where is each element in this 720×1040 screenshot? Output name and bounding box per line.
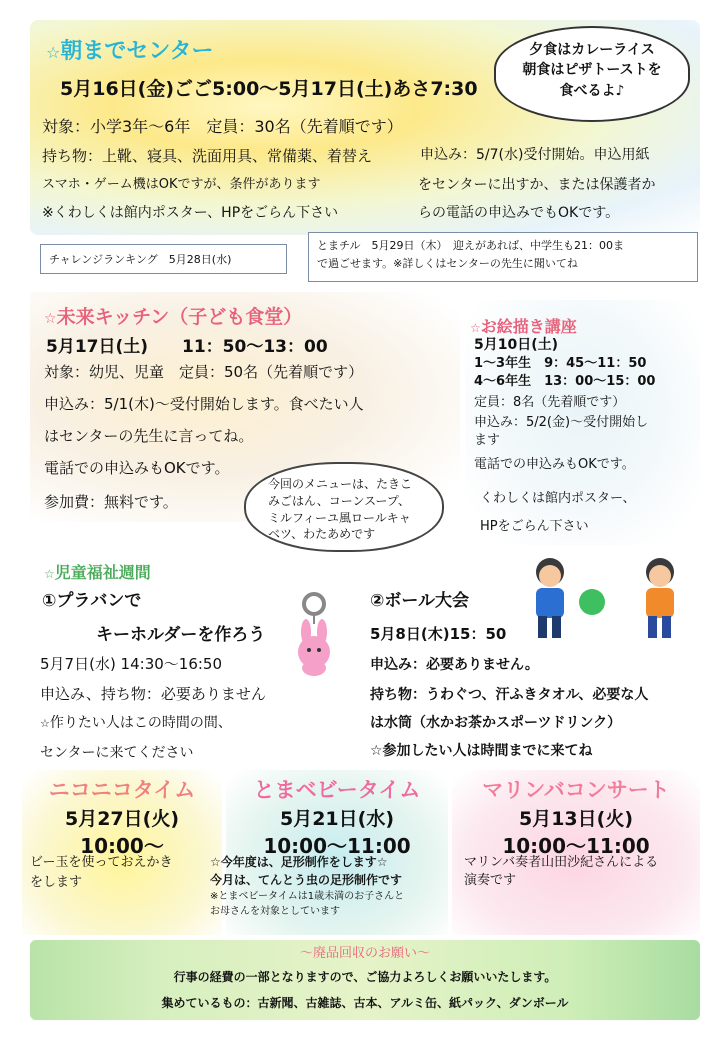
plaban-apply: 申込み、持ち物：必要ありません bbox=[40, 685, 266, 703]
recycle-line-2: 集めているもの：古新聞、古雑誌、古本、アルミ缶、紙パック、ダンボール bbox=[161, 996, 569, 1010]
baby-desc-2: 今月は、てんとう虫の足形制作です bbox=[210, 873, 403, 887]
baby-desc-3: ※とまベビータイムは1歳未満のお子さんと bbox=[210, 891, 405, 902]
baby-desc-1: ☆今年度は、足形制作をします☆ bbox=[210, 855, 388, 869]
tomachiru-line-2: で過ごせます。※詳しくはセンターの先生に聞いてね bbox=[317, 256, 578, 270]
niko-date: 5月27日(火) bbox=[64, 808, 180, 830]
asa-made-smartphone: スマホ・ゲーム機はOKですが、条件があります bbox=[42, 177, 321, 192]
oekaki-apply-1: 申込み：5/2(金)〜受付開始し bbox=[474, 415, 649, 430]
plaban-title-2: キーホルダーを作ろう bbox=[96, 625, 266, 645]
oekaki-apply-2: ます bbox=[474, 433, 501, 448]
marimba-date: 5月13日(火) bbox=[518, 808, 634, 830]
star-icon: ☆ bbox=[470, 321, 481, 335]
menu-line-3: ミルフィーユ風ロールキャ bbox=[268, 510, 411, 525]
challenge-ranking-text: チャレンジランキング 5月28日(水) bbox=[49, 253, 232, 266]
cloud-line-dinner: 夕食はカレーライス bbox=[529, 42, 655, 58]
baby-desc-4: お母さんを対象としています bbox=[210, 906, 340, 917]
kitchen-title: ☆未来キッチン（子ども食堂） bbox=[44, 306, 303, 328]
ball-note: ☆参加したい人は時間までに来てね bbox=[370, 743, 593, 759]
rabbit-keyholder-icon bbox=[284, 590, 344, 680]
niko-desc-2: をします bbox=[30, 875, 83, 890]
oekaki-capacity: 定員：8名（先着順です） bbox=[474, 395, 626, 410]
ball-date: 5月8日(木)15：50 bbox=[370, 625, 507, 643]
kitchen-fee: 参加費：無料です。 bbox=[44, 493, 178, 511]
oekaki-phone: 電話での申込みもOKです。 bbox=[474, 457, 635, 472]
oekaki-date: 5月10日(土) bbox=[474, 337, 559, 353]
kitchen-date: 5月17日(土) 11：50〜13：00 bbox=[46, 337, 328, 357]
oekaki-info-2: HPをごらん下さい bbox=[480, 519, 589, 534]
oekaki-title: ☆お絵描き講座 bbox=[470, 317, 577, 336]
asa-made-apply-3: らの電話の申込みでもOKです。 bbox=[418, 205, 620, 221]
baby-time: 10:00〜11:00 bbox=[263, 834, 411, 858]
kids-playing-ball-icon bbox=[520, 552, 700, 642]
cloud-line-eat: 食べるよ♪ bbox=[559, 82, 625, 99]
plaban-note-2: センターに来てください bbox=[40, 745, 194, 761]
asa-made-apply-2: をセンターに出すか、または保護者か bbox=[418, 177, 656, 193]
asa-made-date: 5月16日(金)ごご5:00〜5月17日(土)あさ7:30 bbox=[60, 78, 478, 100]
star-icon: ☆ bbox=[44, 567, 55, 581]
menu-line-1: 今回のメニューは、たきこ bbox=[268, 477, 413, 491]
plaban-date: 5月7日(水) 14:30〜16:50 bbox=[40, 655, 223, 673]
tomachiru-box bbox=[308, 232, 698, 282]
asa-made-items: 持ち物：上靴、寝具、洗面用具、常備薬、着替え bbox=[42, 147, 373, 165]
kitchen-target: 対象：幼児、児童 定員：50名（先着順です） bbox=[44, 363, 364, 381]
plaban-title-1: ①プラバンで bbox=[42, 591, 142, 611]
star-icon: ☆ bbox=[46, 43, 61, 62]
niko-time: 10:00〜 bbox=[80, 834, 164, 858]
ball-title: ②ボール大会 bbox=[370, 591, 470, 611]
star-icon: ☆ bbox=[44, 311, 57, 327]
kitchen-apply-2: はセンターの先生に言ってね。 bbox=[44, 427, 254, 445]
menu-cloud bbox=[494, 26, 690, 122]
recycle-line-1: 行事の経費の一部となりますので、ご協力よろしくお願いいたします。 bbox=[173, 970, 557, 984]
plaban-note: ☆作りたい人はこの時間の間、 bbox=[40, 715, 232, 731]
oekaki-info-1: くわしくは館内ポスター、 bbox=[480, 491, 636, 506]
cloud-line-breakfast: 朝食はピザトーストを bbox=[522, 62, 662, 79]
menu-speech-bubble bbox=[244, 462, 444, 552]
oekaki-time-2: 4〜6年生 13：00〜15：00 bbox=[474, 374, 656, 389]
kitchen-phone: 電話での申込みもOKです。 bbox=[44, 459, 230, 477]
baby-date: 5月21日(水) bbox=[279, 808, 395, 830]
challenge-ranking-box bbox=[40, 244, 287, 274]
marimba-desc-1: マリンバ奏者山田沙紀さんによる bbox=[464, 855, 659, 870]
marimba-time: 10:00〜11:00 bbox=[502, 834, 650, 858]
star-icon: ☆ bbox=[40, 717, 50, 730]
marimba-desc-2: 演奏です bbox=[464, 873, 517, 888]
marimba-title: マリンバコンサート bbox=[482, 778, 670, 802]
tomachiru-line-1: とまチル 5月29日（木） 迎えがあれば、中学生も21：00ま bbox=[317, 239, 624, 252]
oekaki-time-1: 1〜3年生 9：45〜11：50 bbox=[474, 356, 647, 371]
menu-line-4: ベツ、わたあめです bbox=[268, 527, 376, 542]
ball-apply: 申込み：必要ありません。 bbox=[370, 657, 539, 673]
recycle-title: 〜廃品回収のお願い〜 bbox=[299, 946, 430, 961]
kitchen-apply: 申込み：5/1(木)〜受付開始します。食べたい人 bbox=[44, 395, 364, 413]
asa-made-title: ☆朝までセンター bbox=[46, 39, 214, 64]
ball-items-2: は水筒（水かお茶かスポーツドリンク） bbox=[370, 715, 622, 731]
menu-line-2: みごはん、コーンスープ、 bbox=[268, 493, 410, 508]
welfare-title: ☆児童福祉週間 bbox=[44, 563, 151, 582]
asa-made-info: ※くわしくは館内ポスター、HPをごらん下さい bbox=[42, 205, 339, 221]
niko-title: ニコニコタイム bbox=[48, 778, 196, 802]
asa-made-apply-1: 申込み：5/7(水)受付開始。申込用紙 bbox=[420, 147, 650, 163]
asa-made-target: 対象：小学3年〜6年 定員：30名（先着順です） bbox=[42, 117, 403, 136]
ball-items: 持ち物：うわぐつ、汗ふきタオル、必要な人 bbox=[370, 687, 649, 703]
baby-title: とまベビータイム bbox=[253, 778, 421, 802]
niko-desc-1: ビー玉を使っておえかき bbox=[30, 855, 173, 870]
